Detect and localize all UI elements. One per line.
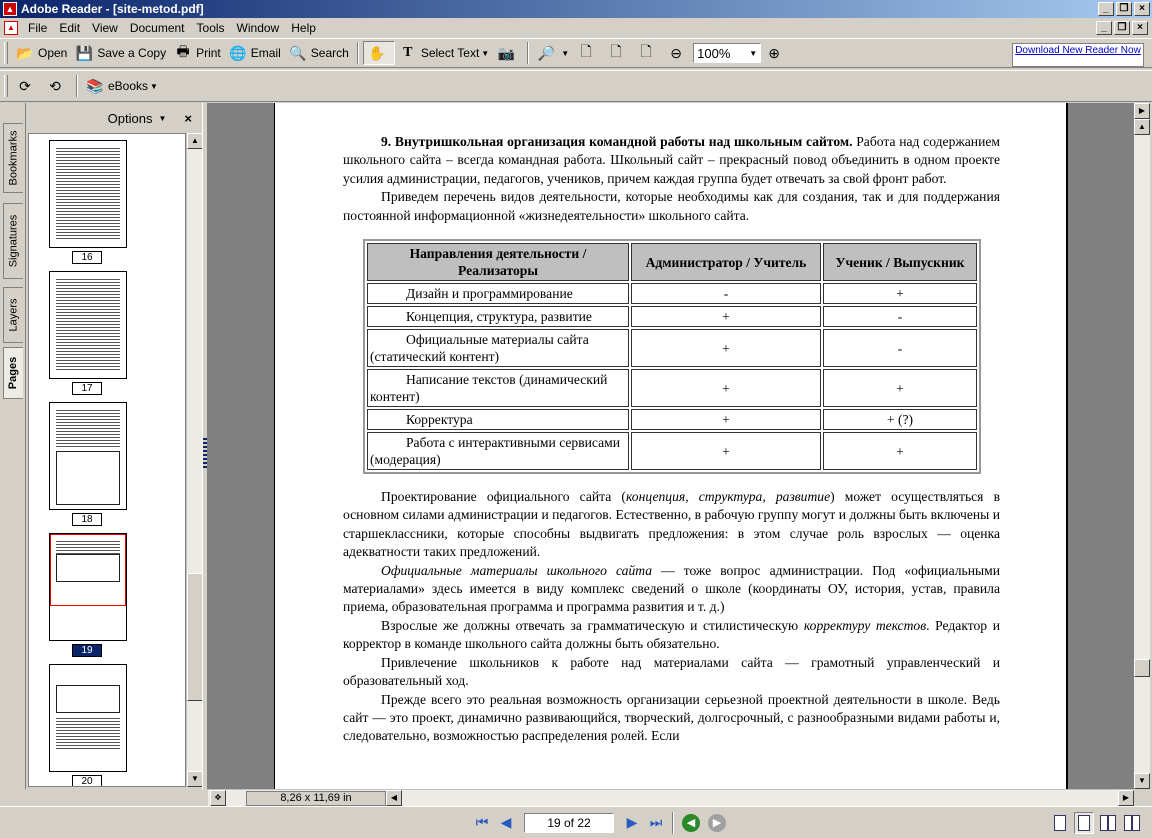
page-thumbnail-16[interactable] — [49, 140, 127, 248]
rotate-button[interactable] — [12, 74, 42, 98]
actual-size-button[interactable] — [573, 41, 603, 65]
single-page-layout-icon[interactable] — [1050, 812, 1070, 834]
toolbar-grip[interactable] — [4, 42, 8, 64]
rotate-ccw-button[interactable] — [42, 74, 72, 98]
email-globe-icon: 🌐 — [229, 44, 247, 61]
email-label: Email — [250, 46, 281, 60]
status-bar — [0, 806, 1152, 838]
search-label: Search — [310, 46, 349, 60]
pages-panel — [26, 103, 202, 789]
chevron-down-icon[interactable]: ▼ — [481, 48, 490, 58]
thumbnail-number: 20 — [72, 775, 102, 787]
chevron-down-icon[interactable]: ▼ — [150, 81, 158, 91]
scroll-right-icon[interactable]: ▶ — [1118, 790, 1134, 806]
window-title: Adobe Reader - [site-metod.pdf] — [21, 2, 204, 16]
open-button[interactable] — [12, 41, 71, 65]
previous-page-icon[interactable]: ◀ — [500, 814, 512, 830]
scroll-right-icon[interactable]: ▶ — [1134, 103, 1150, 119]
minimize-button[interactable]: _ — [1098, 2, 1114, 16]
camera-icon: 📷 — [497, 44, 515, 61]
status-separator — [672, 812, 674, 834]
close-button[interactable]: × — [1134, 2, 1150, 16]
page-thumbnail-18[interactable] — [49, 402, 127, 510]
page-thumbnail-20[interactable] — [49, 664, 127, 772]
table-row: Дизайн и программирование - + — [367, 283, 977, 304]
navigation-tabs — [0, 103, 26, 789]
scrollbar-thumb[interactable] — [1134, 659, 1150, 677]
paragraph: Официальные материалы школьного сайта — тоже вопрос администрации. Под «официальными материалами» здесь имеется в виду комплекс сведений о школе (координаты ОУ, история, устав, правила приема, образовательная программа и программа развития и т. д.) — [343, 562, 1001, 615]
document-view[interactable] — [208, 103, 1134, 789]
save-copy-label: Save a Copy — [97, 46, 167, 60]
table-row: Написание текстов (динамический контент) + + — [367, 369, 977, 407]
doc-minimize-button[interactable]: _ — [1096, 21, 1112, 35]
scrollbar-thumb[interactable] — [187, 573, 203, 701]
scroll-down-icon[interactable]: ▼ — [187, 771, 203, 787]
document-icon[interactable]: ▲ — [4, 21, 18, 35]
toolbar-separator — [76, 75, 78, 97]
zoom-in-button[interactable] — [761, 41, 791, 65]
thumbnail-scrollbar[interactable] — [186, 133, 202, 787]
paragraph: Привлечение школьников к работе над материалами сайта — грамотный управленческий и образовательный ход. — [343, 654, 1000, 689]
next-page-icon[interactable]: ▶ — [626, 814, 638, 830]
toolbar-separator — [357, 42, 359, 64]
view-area-rectangle[interactable] — [50, 534, 126, 606]
secondary-toolbar — [0, 70, 1152, 102]
print-button[interactable] — [170, 41, 225, 65]
floppy-disk-icon: 💾 — [75, 44, 94, 61]
doc-close-button[interactable]: × — [1132, 21, 1148, 35]
ebooks-button[interactable] — [82, 74, 162, 98]
scroll-left-icon[interactable]: ◀ — [386, 790, 402, 806]
thumbnail-number: 16 — [72, 251, 102, 264]
document-scrollbar[interactable] — [1134, 103, 1150, 789]
email-button[interactable] — [225, 41, 285, 65]
fit-page-icon: 🗋 — [610, 43, 622, 59]
fit-page-button[interactable] — [603, 41, 633, 65]
menu-edit[interactable]: Edit — [59, 21, 81, 35]
doc-restore-button[interactable]: ❐ — [1114, 21, 1130, 35]
zoom-combobox[interactable] — [693, 43, 761, 63]
minus-circle-icon: ⊖ — [670, 44, 682, 61]
hand-tool-button[interactable] — [363, 41, 395, 65]
printer-icon: 🖶 — [176, 43, 190, 59]
tab-bookmarks[interactable]: Bookmarks — [3, 123, 23, 193]
horizontal-scrollbar[interactable] — [208, 789, 1134, 806]
restore-button[interactable]: ❐ — [1116, 2, 1132, 16]
scroll-down-icon[interactable]: ▼ — [1134, 773, 1150, 789]
snapshot-button[interactable] — [493, 41, 523, 65]
table-row: Концепция, структура, развитие + - — [367, 306, 977, 327]
paragraph: Проектирование официального сайта (концепция, структура, развитие) может осуществляться в основном силами администрации и педагогов. Естественно, в рабочую группу могут и должны быть включены и старшеклассники, которые способны выдвигать предложения: в этом случае роль взрослых — оценка адекватности таких предложений. — [343, 489, 1000, 560]
paragraph: Приведем перечень видов деятельности, которые необходимы как для создания, так и для поддержания постоянной информационной «жизнедеятельности» школьного сайта. — [343, 189, 1000, 223]
main-toolbar — [0, 38, 1152, 68]
thumbnail-number: 17 — [72, 382, 102, 395]
thumbnail-number: 19 — [72, 644, 102, 657]
chevron-down-icon[interactable]: ▼ — [749, 48, 758, 58]
panel-header — [26, 103, 202, 133]
tab-layers[interactable]: Layers — [3, 287, 23, 343]
ebooks-icon: 📚 — [86, 77, 104, 94]
hand-icon: ✋ — [368, 44, 386, 61]
continuous-facing-layout-icon[interactable] — [1122, 812, 1142, 834]
magnifier-plus-icon: 🔎 — [537, 44, 555, 61]
table-row: Корректура + + (?) — [367, 409, 977, 430]
menu-tools[interactable]: Tools — [196, 21, 225, 35]
chevron-down-icon[interactable]: ▼ — [158, 113, 167, 123]
table-row: Работа с интерактивными сервисами (модерация) + + — [367, 432, 977, 470]
zoom-value: 100% — [697, 45, 731, 61]
thumbnail-list — [28, 133, 186, 787]
paragraph: Взрослые же должны отвечать за грамматическую и стилистическую корректуру текстов. Редактор и корректор в команде школьного сайта должны быть обязательно. — [343, 617, 1000, 652]
menu-view[interactable]: View — [92, 21, 118, 35]
open-label: Open — [38, 46, 68, 60]
select-text-label: Select Text — [420, 46, 480, 60]
paragraph: 9. Внутришкольная организация командной работы над школьным сайтом. Работа над содержанием школьного сайта – всегда командная работа. Школьный сайт – прекрасный повод объединить в одном проекте усилия администрации, педагогов, учеников, причем каждая группа будет отвечать за свой фронт работ. — [343, 134, 1000, 186]
fit-width-button[interactable] — [633, 41, 663, 65]
panel-close-icon[interactable]: × — [184, 110, 192, 126]
page-icon: 🗋 — [580, 43, 592, 59]
fit-width-icon: 🗋 — [640, 43, 652, 59]
toolbar-grip[interactable] — [4, 75, 8, 97]
plus-circle-icon: ⊕ — [768, 44, 780, 61]
title-bar — [0, 0, 1152, 18]
page-thumbnail-17[interactable] — [49, 271, 127, 379]
binoculars-icon: 🔍 — [289, 44, 307, 61]
print-label: Print — [196, 46, 221, 60]
menu-bar — [0, 18, 1152, 38]
table-row: Официальные материалы сайта (статический контент) + - — [367, 329, 977, 367]
thumbnail-number: 18 — [72, 513, 102, 526]
menu-document[interactable]: Document — [129, 21, 185, 35]
pdf-page — [274, 103, 1068, 789]
zoom-out-button[interactable] — [663, 41, 693, 65]
options-menu[interactable]: Options — [107, 110, 153, 126]
facing-layout-icon[interactable] — [1098, 812, 1118, 834]
tab-signatures[interactable]: Signatures — [3, 203, 23, 279]
save-copy-button[interactable] — [71, 41, 170, 65]
folder-open-icon: 📂 — [16, 44, 34, 61]
page-thumbnail-19[interactable] — [49, 533, 127, 641]
activity-table — [363, 239, 981, 474]
last-page-icon[interactable]: ⏭ — [649, 814, 663, 830]
zoom-in-tool-button[interactable] — [533, 41, 573, 65]
scroll-up-icon[interactable]: ▲ — [1134, 119, 1150, 135]
first-page-icon[interactable]: ⏮ — [475, 814, 489, 830]
scroll-up-icon[interactable]: ▲ — [187, 133, 203, 149]
toolbar-separator — [527, 42, 529, 64]
select-text-button[interactable] — [395, 41, 493, 65]
tab-pages[interactable]: Pages — [3, 347, 23, 399]
adobe-reader-icon: ▲ — [3, 2, 17, 16]
table-header-row: Направления деятельности / Реализаторы Администратор / Учитель Ученик / Выпускник — [367, 243, 977, 281]
ebooks-label: eBooks — [108, 79, 149, 93]
go-forward-icon[interactable]: ▶ — [708, 814, 726, 832]
chevron-down-icon[interactable]: ▼ — [561, 48, 570, 58]
rotate-page-icon: ⟳ — [19, 77, 31, 94]
continuous-layout-icon[interactable] — [1074, 812, 1094, 834]
page-size-indicator: 8,26 x 11,69 in — [246, 791, 386, 806]
four-arrows-icon[interactable]: ✥ — [210, 790, 226, 806]
menu-file[interactable]: File — [28, 21, 48, 35]
paragraph: Прежде всего это реальная возможность организации серьезной проектной деятельности в школе. Ведь сайт — это проект, динамично развивающийся, творческий, долгосрочный, с разнообразными видами работы и, следовательно, возможностью распределения ролей. Если — [343, 691, 1000, 744]
download-reader-link[interactable]: Download New Reader Now — [1012, 43, 1144, 67]
page-text — [343, 133, 1000, 746]
menu-help[interactable]: Help — [291, 21, 316, 35]
page-number-field[interactable]: 19 of 22 — [524, 813, 614, 833]
search-button[interactable] — [285, 41, 353, 65]
menu-window[interactable]: Window — [236, 21, 280, 35]
rotate-ccw-icon: ⟲ — [49, 77, 61, 94]
text-cursor-icon: T — [403, 45, 413, 60]
go-back-icon[interactable]: ◀ — [682, 814, 700, 832]
